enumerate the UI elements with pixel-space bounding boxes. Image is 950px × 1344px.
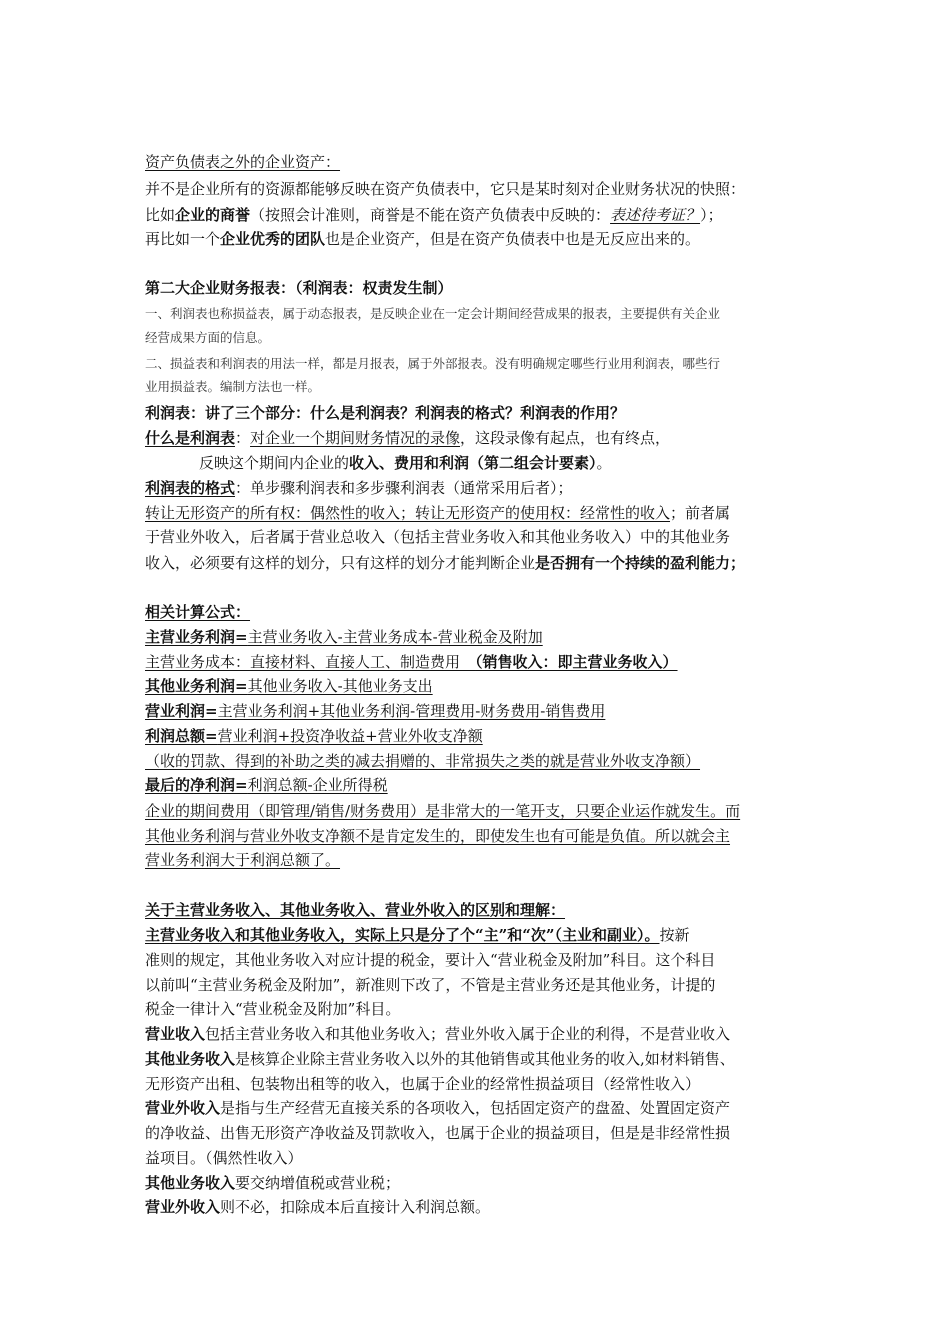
term-label: 什么是利润表 (145, 429, 236, 447)
text: 收入，必须要有这样的划分，只有这样的划分才能判断企业 (145, 554, 536, 572)
paragraph-line (145, 205, 723, 225)
formula-line (145, 652, 678, 672)
formula-line (145, 701, 605, 721)
paragraph-line: 于营业外收入，后者属于营业总收入（包括主营业务收入和其他业务收入）中的其他业务 (145, 528, 731, 546)
paragraph-line (145, 1024, 730, 1044)
text: 再比如一个 (145, 230, 221, 248)
formula-expression: 主营业务利润+其他业务利润-管理费用-财务费用-销售费用 (217, 702, 606, 720)
text: 要交纳增值税或营业税； (235, 1174, 401, 1192)
paragraph-line: 并不是企业所有的资源都能够反映在资产负债表中，它只是某时刻对企业财务状况的快照： (145, 180, 746, 198)
text: 是指与生产经营无直接关系的各项收入，包括固定资产的盘盈、处置固定资产 (220, 1099, 731, 1117)
paragraph-line (145, 925, 690, 945)
paragraph-line (145, 478, 573, 498)
formula-line (145, 775, 388, 795)
text: 是核算企业除主营业务收入以外的其他销售或其他业务的收入,如材料销售、 (235, 1050, 735, 1068)
text: ；前者属 (670, 504, 731, 522)
paragraph-line (145, 1049, 735, 1069)
paragraph-line: 准则的规定，其他业务收入对应计提的税金，要计入“营业税金及附加”科目。这个科目 (145, 951, 716, 969)
formula-line (145, 627, 543, 647)
formula-term: 主营业务利润= (145, 628, 248, 646)
paragraph-line: 益项目。（偶然性收入） (145, 1149, 303, 1167)
text: 比如 (145, 206, 176, 224)
section-title-assets: 资产负债表之外的企业资产： (145, 153, 341, 171)
italic-note: 表述待考证？ (610, 206, 701, 224)
formula-term: 最后的净利润= (145, 776, 248, 794)
formula-line (145, 676, 433, 696)
term-label: 利润表的格式 (145, 479, 236, 497)
paragraph-line (199, 453, 612, 473)
bold-text: 其他业务收入 (145, 1050, 236, 1068)
paragraph-line (145, 1197, 490, 1217)
text: 。 (596, 454, 612, 472)
section-title-income: 第二大企业财务报表：（利润表：权责发生制） (145, 279, 453, 297)
paragraph-line: 其他业务利润与营业外收支净额不是肯定发生的，即使发生也有可能是负值。所以就会主 (145, 827, 731, 845)
text: 也是企业资产，但是在资产负债表中也是无反应出来的。 (325, 230, 701, 248)
small-paragraph-line: 一、利润表也称损益表，属于动态报表，是反映企业在一定会计期间经营成果的报表，主要提供有关企业 (145, 306, 721, 321)
paragraph-line: 企业的期间费用（即管理/销售/财务费用）是非常大的一笔开支，只要企业运作就发生。而 (145, 802, 741, 820)
paragraph-line: 的净收益、出售无形资产净收益及罚款收入，也属于企业的损益项目，但是是非经常性损 (145, 1124, 731, 1142)
small-paragraph-line: 业用损益表。编制方法也一样。 (145, 379, 321, 394)
bold-text: 其他业务收入 (145, 1174, 236, 1192)
text: 按新 (659, 926, 690, 944)
section-title-formulas: 相关计算公式： (145, 603, 251, 621)
formula-expression: 利润总额-企业所得税 (247, 776, 388, 794)
underlined-text: 转让无形资产的所有权：偶然性的收入；转让无形资产的使用权：经常性的收入 (145, 504, 671, 522)
paragraph-line: 税金一律计入“营业税金及附加”科目。 (145, 1000, 401, 1018)
section-title-difference: 关于主营业务收入、其他业务收入、营业外收入的区别和理解： (145, 901, 566, 919)
paragraph-line (145, 503, 730, 523)
paragraph-line (145, 1098, 730, 1118)
paragraph-line: 以前叫“主营业务税金及附加”，新准则下改了，不管是主营业务还是其他业务，计提的 (145, 976, 716, 994)
formula-expression: 营业利润+投资净收益+营业外收支净额 (217, 727, 483, 745)
bold-text: 营业外收入 (145, 1099, 221, 1117)
text: ：单步骤利润表和多步骤利润表（通常采用后者）； (235, 479, 573, 497)
paragraph-line: 无形资产出租、包装物出租等的收入，也属于企业的经常性损益项目（经常性收入） (145, 1075, 701, 1093)
paragraph-line (145, 428, 670, 448)
formula-expression: 主营业务收入-主营业务成本-营业税金及附加 (247, 628, 543, 646)
bold-text: 企业优秀的团队 (220, 230, 326, 248)
question-line: 利润表：讲了三个部分：什么是利润表？利润表的格式？利润表的作用？ (145, 404, 626, 422)
paragraph-line (145, 1173, 400, 1193)
bold-text: 营业收入 (145, 1025, 206, 1043)
formula-line (145, 726, 483, 746)
paragraph-line (145, 553, 745, 573)
bold-text: 企业的商誉 (175, 206, 251, 224)
text: 则不必，扣除成本后直接计入利润总额。 (220, 1198, 491, 1216)
paragraph-line: 营业务利润大于利润总额了。 (145, 851, 341, 869)
bold-text: （销售收入：即主营业务收入） (475, 653, 678, 671)
formula-expression: 其他业务收入-其他业务支出 (247, 677, 433, 695)
bold-text: 营业外收入 (145, 1198, 221, 1216)
text: ，这段录像有起点，也有终点， (460, 429, 671, 447)
text: ： (235, 429, 251, 447)
underlined-text: 对企业一个期间财务情况的录像 (250, 429, 461, 447)
text: 主营业务成本：直接材料、直接人工、制造费用 (145, 653, 476, 671)
small-paragraph-line: 经营成果方面的信息。 (145, 330, 271, 345)
formula-term: 利润总额= (145, 727, 218, 745)
text: ）； (700, 206, 723, 224)
small-paragraph-line: 二、损益表和利润表的用法一样，都是月报表，属于外部报表。没有明确规定哪些行业用利润表，哪些行 (145, 356, 721, 371)
text: 包括主营业务收入和其他业务收入；营业外收入属于企业的利得，不是营业收入 (205, 1025, 731, 1043)
text: （按照会计准则，商誉是不能在资产负债表中反映的： (250, 206, 611, 224)
formula-term: 其他业务利润= (145, 677, 248, 695)
formula-term: 营业利润= (145, 702, 218, 720)
paragraph-line (145, 229, 700, 249)
bold-text: 收入、费用和利润（第二组会计要素） (349, 454, 597, 472)
bold-text: 是否拥有一个持续的盈利能力； (535, 554, 746, 572)
bold-underlined-text: 主营业务收入和其他业务收入，实际上只是分了个“主”和“次”（主业和副业）。 (145, 926, 660, 944)
formula-note: （收的罚款、得到的补助之类的减去捐赠的、非常损失之类的就是营业外收支净额） (145, 752, 701, 770)
text: 反映这个期间内企业的 (199, 454, 350, 472)
